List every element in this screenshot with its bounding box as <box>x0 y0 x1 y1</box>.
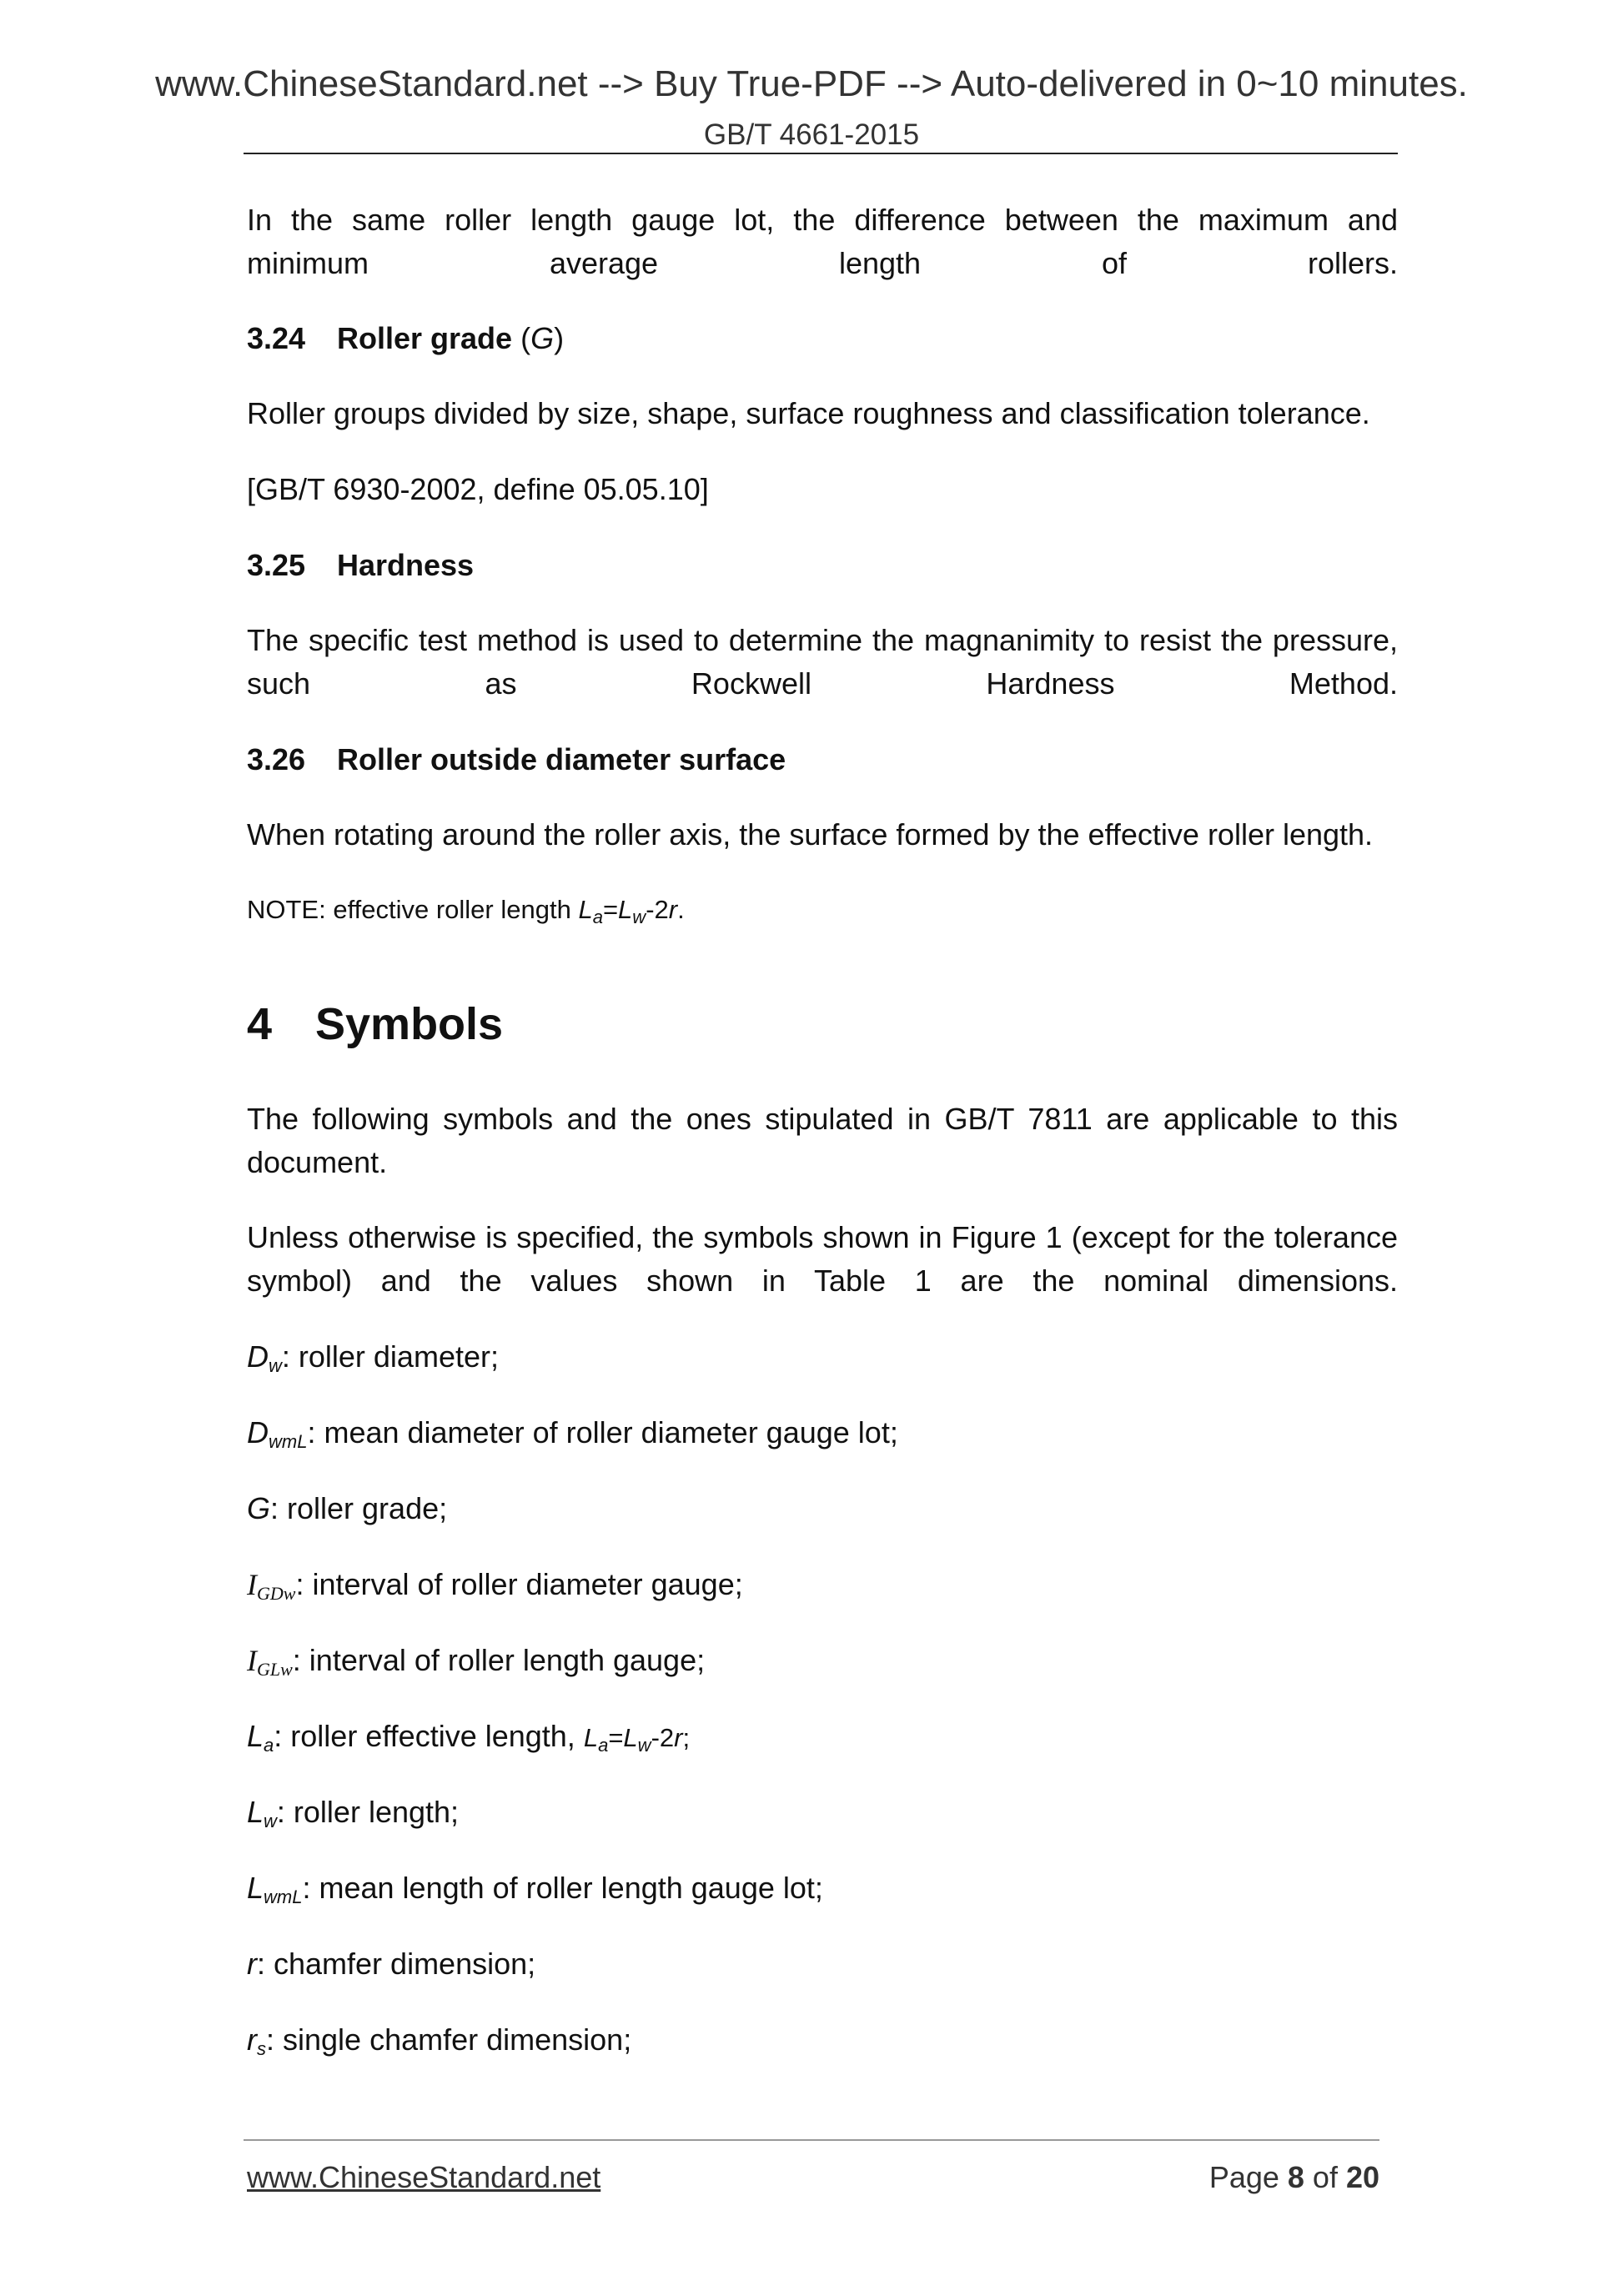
symbol-sub: wmL <box>264 1887 303 1907</box>
page-current: 8 <box>1287 2160 1304 2194</box>
clause-title: Hardness <box>337 548 475 582</box>
symbol-item-la <box>247 1715 690 1767</box>
symbol-main: I <box>247 1568 257 1601</box>
symbol-sub: wmL <box>269 1431 308 1452</box>
section-4-paragraph-2: Unless otherwise is specified, the symbols shown in Figure 1 (except for the tolerance symbol) and the values shown in Table 1 are the nominal dimensions. <box>247 1220 1398 1298</box>
page-total: 20 <box>1345 2160 1379 2194</box>
clause-3-26-definition: When rotating around the roller axis, the surface formed by the effective roller length. <box>247 817 1374 852</box>
symbol-formula <box>583 1723 691 1756</box>
symbol-sub: s <box>257 2038 266 2059</box>
clause-number: 3.26 <box>247 742 306 776</box>
formula-r: r <box>674 1723 683 1752</box>
symbol-description: : roller grade; <box>270 1491 448 1525</box>
section-4-paragraph-1: The following symbols and the ones stipulated in GB/T 7811 are applicable to this document. <box>247 1102 1398 1179</box>
clause-3-26-heading <box>247 738 786 781</box>
symbol-sub: a <box>264 1735 274 1756</box>
symbol-main: r <box>247 2022 257 2057</box>
header-banner[interactable]: www.ChineseStandard.net --> Buy True-PDF --> Auto-delivered in 0~10 minutes. <box>155 63 1468 104</box>
formula-sub-w: w <box>632 907 646 927</box>
clause-3-26-note <box>247 891 685 937</box>
symbol-description: : mean length of roller length gauge lot; <box>302 1871 823 1905</box>
symbol-main: L <box>247 1795 264 1829</box>
formula-minus-2: -2 <box>651 1723 675 1752</box>
formula-r: r <box>668 895 678 924</box>
symbol-description: : roller diameter; <box>281 1339 499 1374</box>
symbol-item-rs <box>247 2018 631 2071</box>
clause-symbol: G <box>530 321 555 355</box>
symbol-item-iglw <box>247 1639 705 1691</box>
formula-end: ; <box>682 1723 691 1752</box>
section-title: Symbols <box>315 999 504 1049</box>
section-4-heading <box>247 995 503 1053</box>
symbol-item-lwml <box>247 1866 823 1919</box>
symbol-description: : roller effective length, <box>274 1719 584 1753</box>
symbol-description: : mean diameter of roller diameter gauge lot; <box>307 1415 898 1449</box>
symbol-description: : interval of roller diameter gauge; <box>295 1567 743 1601</box>
formula-eq: = <box>608 1723 624 1752</box>
symbol-description: : single chamfer dimension; <box>266 2022 632 2057</box>
formula-l: L <box>583 1723 599 1752</box>
clause-3-24-source: [GB/T 6930-2002, define 05.05.10] <box>247 472 709 506</box>
formula-minus-2: -2 <box>646 895 669 924</box>
clause-3-24-definition: Roller groups divided by size, shape, surface roughness and classification tolerance. <box>247 396 1370 430</box>
symbol-item-r <box>247 1942 535 1986</box>
section-number: 4 <box>247 999 273 1049</box>
symbol-main: L <box>247 1871 264 1905</box>
formula-eq: = <box>602 895 619 924</box>
clause-3-25-heading <box>247 544 474 587</box>
header-divider <box>244 153 1398 154</box>
formula-sub-a: a <box>598 1735 609 1756</box>
symbol-item-dwml <box>247 1411 898 1464</box>
symbol-main: G <box>247 1491 271 1525</box>
symbol-item-igdw <box>247 1563 743 1615</box>
clause-number: 3.25 <box>247 548 306 582</box>
page-label: Page <box>1208 2160 1288 2194</box>
symbol-sub: GDw <box>257 1583 296 1604</box>
intro-paragraph: In the same roller length gauge lot, the difference between the maximum and minimum average length of rollers. <box>247 203 1398 280</box>
formula-lw: L <box>618 895 633 924</box>
symbol-main: D <box>247 1339 269 1374</box>
note-prefix: NOTE: effective roller length <box>247 895 579 924</box>
formula-sub-a: a <box>592 907 603 927</box>
footer-site-link[interactable]: www.ChineseStandard.net <box>247 2160 601 2194</box>
symbol-item-lw <box>247 1791 459 1843</box>
symbol-description: : interval of roller length gauge; <box>292 1643 706 1677</box>
page-indicator <box>1209 2160 1379 2195</box>
formula-sub-w: w <box>637 1735 651 1756</box>
formula-l: L <box>578 895 593 924</box>
page-of: of <box>1304 2160 1346 2194</box>
symbol-sub: w <box>269 1355 282 1376</box>
clause-title: Roller outside diameter surface <box>337 742 786 776</box>
clause-title: Roller grade <box>337 321 513 355</box>
symbol-description: : chamfer dimension; <box>257 1947 536 1981</box>
symbol-main: r <box>247 1947 257 1981</box>
symbol-item-g <box>247 1487 447 1530</box>
symbol-sub: GLw <box>257 1659 293 1680</box>
symbol-main: I <box>247 1644 257 1677</box>
formula-lw: L <box>623 1723 638 1752</box>
clause-3-25-definition: The specific test method is used to determine the magnanimity to resist the pressure, such as Rockwell Hardness Method. <box>247 623 1398 701</box>
symbol-main: D <box>247 1415 269 1449</box>
symbol-sub: w <box>264 1811 277 1831</box>
clause-number: 3.24 <box>247 321 306 355</box>
formula-end: . <box>677 895 685 924</box>
symbol-description: : roller length; <box>276 1795 460 1829</box>
clause-3-24-heading: 3.24 Roller grade (G) <box>247 317 564 360</box>
symbol-main: L <box>247 1719 264 1753</box>
footer-divider <box>244 2139 1379 2141</box>
symbol-item-dw <box>247 1335 499 1388</box>
standard-number: GB/T 4661-2015 <box>703 118 920 151</box>
